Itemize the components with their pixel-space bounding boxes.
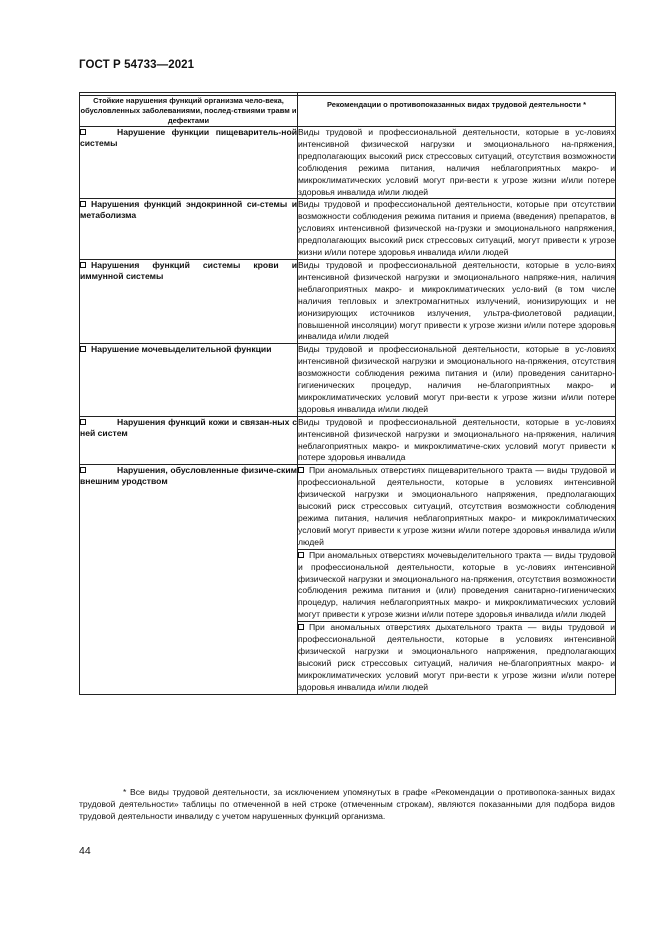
- table-row: [80, 259, 616, 343]
- checkbox-icon[interactable]: [80, 467, 86, 473]
- condition-label: Нарушения функций кожи и связан-ных с ней систем: [80, 416, 297, 438]
- subcell-title: При аномальных отверстиях пищеварительного тракта —: [309, 465, 544, 476]
- table-row: [80, 199, 616, 260]
- document-header: ГОСТ Р 54733—2021: [79, 59, 195, 71]
- condition-label: Нарушения функций эндокринной си-стемы и метаболизма: [80, 199, 297, 221]
- subcell-text: виды трудовой и профессиональной деятельности, которые в ус-ловиях интенсивной физической нагрузки и эмоционального на-пряжения, отсутствия возможности соблюдения режима питания и (или) проведения санитарно-гигиенических процедур, наличия неблагоприятных макро- и микроклиматических условий могут привести к угрозе жизни и/или потере здоровья инвалида и/или людей: [298, 549, 616, 620]
- checkbox-icon[interactable]: [80, 346, 86, 352]
- table-row: [80, 127, 616, 199]
- checkbox-icon[interactable]: [298, 624, 304, 630]
- subcell-title: При аномальных отверстиях мочевыделительного тракта —: [309, 549, 553, 560]
- checkbox-icon[interactable]: [80, 201, 86, 207]
- condition-cell: [80, 259, 298, 343]
- column-header-conditions: Стойкие нарушения функций организма чело-века, обусловленных заболеваниями, послед-ствиями травм и дефектами: [80, 96, 297, 125]
- subcell-text: трудовой и профессиональной деятельности, которые в условиях интенсивной физической нагрузки и эмоционального напряжения, предполагающих высокий риск стрессовых ситуаций, наличия не-благоприятных макро- и микроклиматических условий могут при-вести к угрозе жизни и/или потере здоровья инвалида и/или людей: [298, 622, 615, 692]
- recommendation-subcell: [298, 622, 616, 694]
- subcell-title: При аномальных отверстиях дыхательного тракта — виды: [309, 622, 563, 633]
- recommendation-cell: Виды трудовой и профессиональной деятельности, которые в ус-ловиях интенсивной физической нагрузки и эмоционального на-пряжения, отсутствия возможности соблюдения режима питания и (или) проведения санитарно-гигиенических процедур, наличия не-благоприятных макро- и микроклиматических условий могут при-вести к угрозе жизни и/или потере здоровья инвалида и/или людей: [298, 344, 616, 416]
- recommendation-subcell: [298, 465, 616, 549]
- subcell-text: виды трудовой и профессиональной деятельности, которые в условиях интенсивной физической нагрузки и эмоционального напряжения, предполагающих высокий риск стрессовых ситуаций, отсутствия возможности соблюдения режима питания, наличия неблагоприятных макро- и микроклиматических условий могут привести к угрозе жизни и/или потере здоровья инвалида и/или людей: [298, 465, 615, 547]
- table-row: [80, 465, 616, 549]
- condition-label: Нарушения, обусловленные физиче-ским внешним уродством: [80, 465, 297, 487]
- contraindications-table: [79, 92, 616, 695]
- condition-cell: [80, 416, 298, 465]
- footnote-text: * Все виды трудовой деятельности, за исключением упомянутых в графе «Рекомендации о противопока-занных видах трудовой деятельности» таблицы по отмеченной в ней строке (отмеченным строкам), являются показанными для подбора видов трудовой деятельности инвалиду с учетом нарушенных функций организма.: [79, 787, 615, 821]
- table-row: [80, 344, 616, 416]
- checkbox-icon[interactable]: [80, 262, 86, 268]
- condition-label: Нарушение функции пищеваритель-ной системы: [80, 127, 297, 148]
- recommendation-cell: Виды трудовой и профессиональной деятельности, которые в ус-ловиях интенсивной физической нагрузки и эмоционального на-пряжения, наличия неблагоприятных макро- и микроклиматиче-ских условий могут привести к потере здоровья инвалида: [298, 416, 616, 465]
- condition-cell: [80, 199, 298, 260]
- table-header-row: [80, 96, 616, 127]
- condition-cell: [80, 127, 298, 199]
- table-row: [80, 416, 616, 465]
- condition-label: Нарушение мочевыделительной функции: [91, 344, 272, 355]
- checkbox-icon[interactable]: [80, 419, 86, 425]
- condition-cell: [80, 344, 298, 416]
- footnote: [79, 787, 615, 822]
- recommendation-subcell: [298, 549, 616, 621]
- column-header-recommendations: Рекомендации о противопоказанных видах трудовой деятельности *: [298, 96, 616, 127]
- recommendation-cell: Виды трудовой и профессиональной деятельности, которые в ус-ловиях интенсивной физической нагрузки и эмоционального на-пряжения, предполагающих высокий риск стрессовых ситуаций, отсутствия возможности соблюдения режима питания, наличия неблагоприятных макро- и микроклиматических условий могут при-вести к угрозе жизни и/или потере здоровья инвалида и/или людей: [298, 127, 616, 199]
- checkbox-icon[interactable]: [298, 467, 304, 473]
- checkbox-icon[interactable]: [80, 129, 86, 135]
- recommendation-cell: Виды трудовой и профессиональной деятельности, которые в усло-виях интенсивной физической нагрузки и эмоционального напряже-ния, наличия неблагоприятных макро- и микроклиматических усло-вий (в том числе наличия тепловых и электромагнитных излучений, ионизирующих и не ионизирующих источников излучения, ультра-фиолетовой радиации, повышенной инсоляции) могут привести к угрозе жизни и/или потере здоровья инвалида и/или людей: [298, 259, 616, 343]
- page-number: 44: [79, 845, 91, 857]
- checkbox-icon[interactable]: [298, 552, 304, 558]
- recommendation-cell: Виды трудовой и профессиональной деятельности, которые при отсутствии возможности соблюдения режима питания и приема (введения) препаратов, в условиях интенсивной физической на-грузки и эмоционального напряжения, предполагающих высокий риск стрессовых ситуаций, могут привести к угрозе жизни и/или потере здоровья инвалида и/или людей: [298, 199, 616, 260]
- condition-label: Нарушения функций системы крови и иммунной системы: [80, 259, 297, 281]
- condition-cell: [80, 465, 298, 694]
